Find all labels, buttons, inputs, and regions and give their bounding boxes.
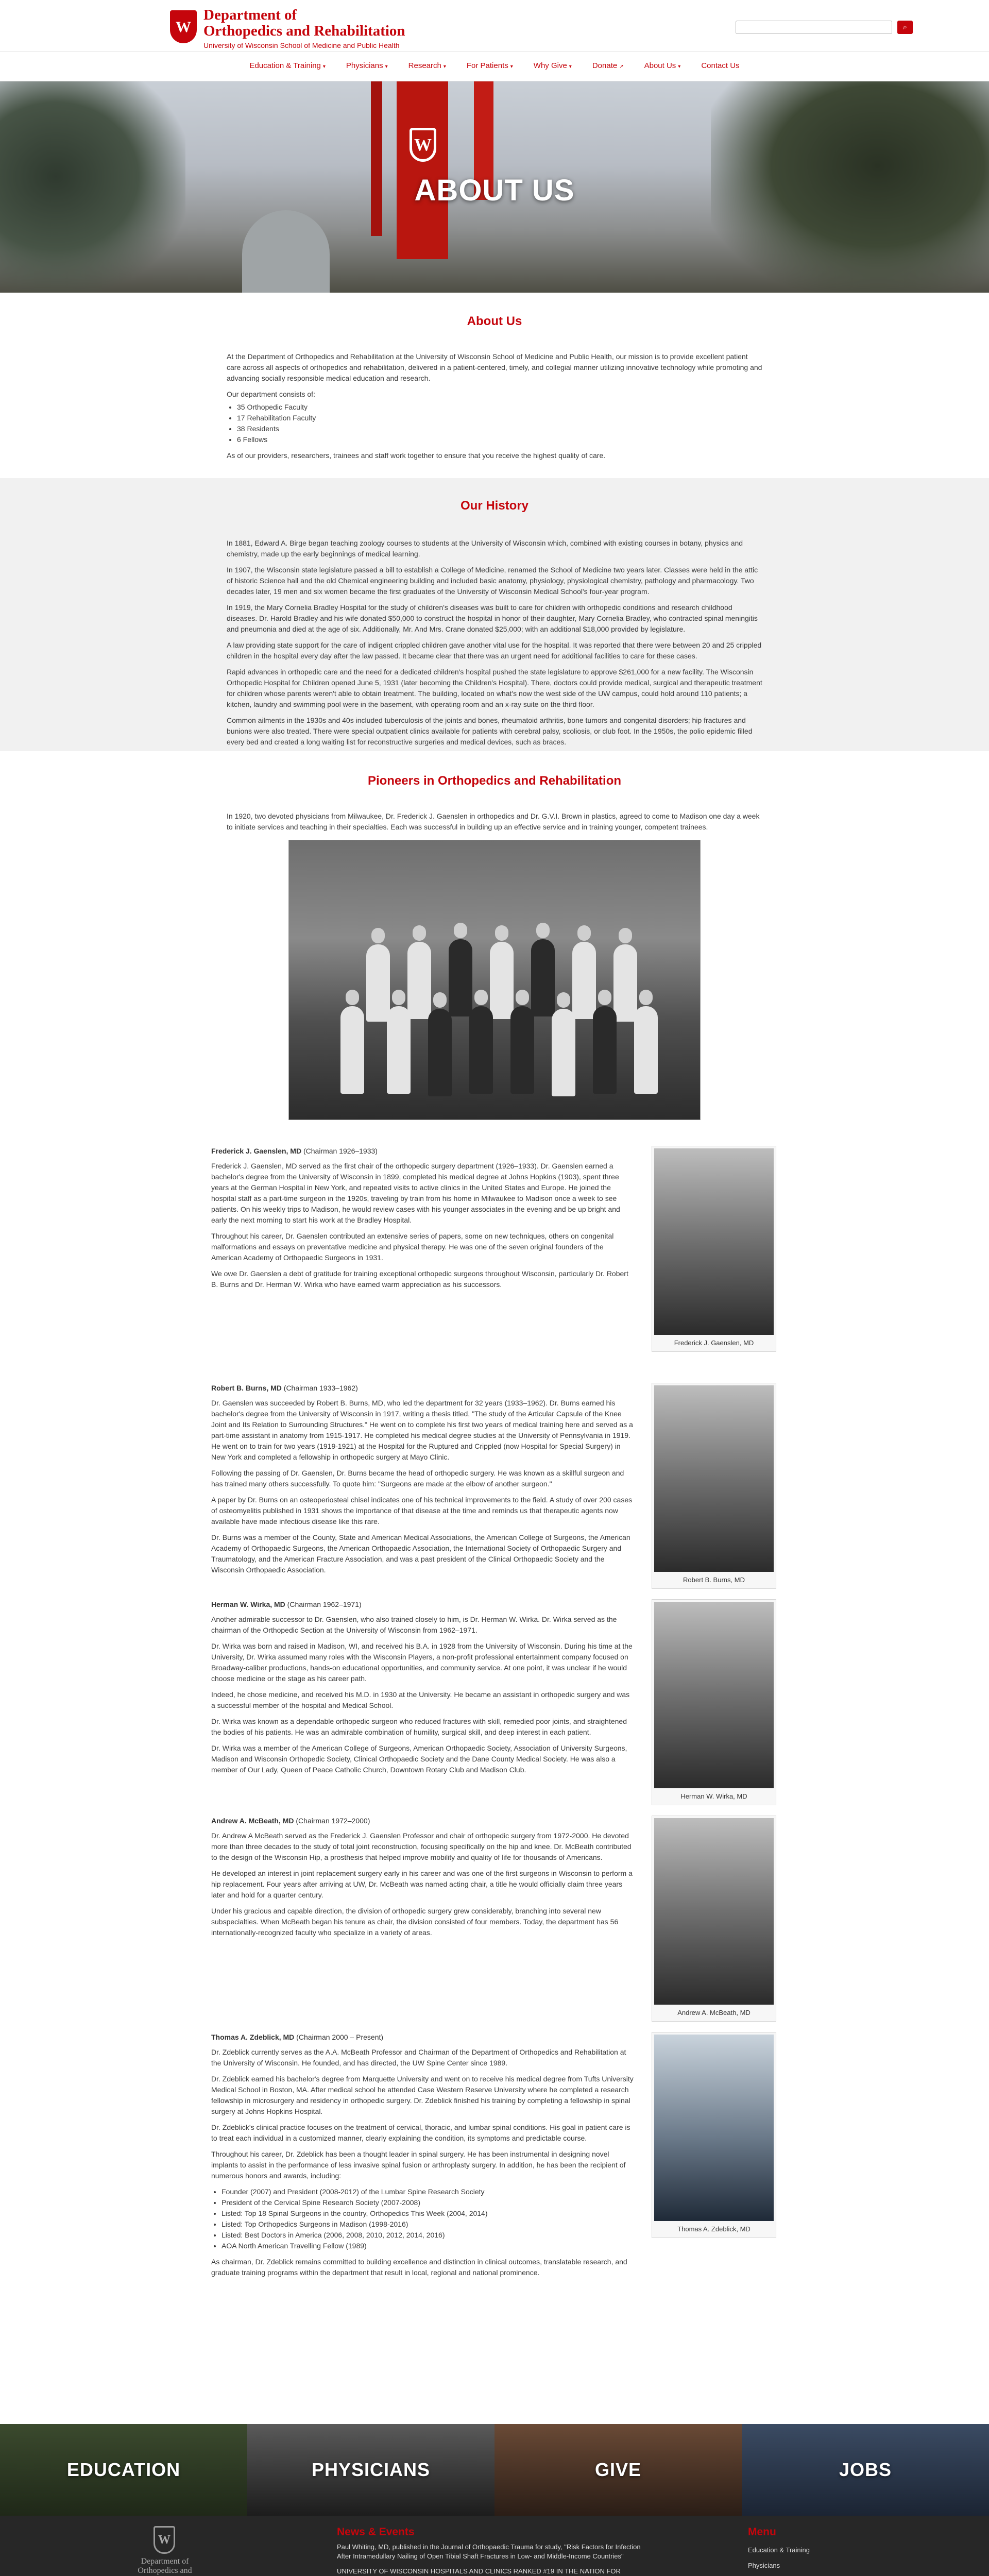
honor-item: • Listed: Best Doctors in America (2006, 2008, 2010, 2012, 2014, 2016) — [221, 2230, 634, 2241]
chairman-paragraph: Dr. Zdeblick currently serves as the A.A. McBeath Professor and Chairman of the Department of Orthopedics and Rehabilitation at the University of Wisconsin. He founded, and has directed, the UW Spine Center since 1989. — [211, 2048, 626, 2067]
footer-menu — [748, 2543, 860, 2576]
chairman-paragraph: Dr. Andrew A McBeath served as the Frederick J. Gaenslen Professor and chair of orthopedic surgery from 1972-2000. He devoted more than three decades to the study of total joint reconstruction, focusing specifically on the hip and knee. Dr. McBeath contributed to the design of the Wisconsin Hip, a prosthesis that helped improve mobility and quality of life for thousands of Americans. — [211, 1832, 632, 1861]
portrait-photo — [654, 1602, 774, 1788]
chevron-down-icon: ▾ — [678, 64, 681, 70]
nav-item-education-training[interactable] — [249, 60, 325, 72]
photo-person — [613, 944, 637, 1022]
chairman-name-bold: Andrew A. McBeath, MD — [211, 1817, 294, 1825]
tile-jobs[interactable]: JOBS — [742, 2424, 989, 2516]
nav-item-label: Contact Us — [701, 61, 740, 71]
chairman-name — [211, 1383, 634, 1394]
chevron-down-icon: ▾ — [569, 64, 572, 70]
chairman-paragraph: A paper by Dr. Burns on an osteoperiosteal chisel indicates one of his technical improvements to the field. A study of over 200 cases of osteomyelitis published in 1931 shows the importance of that disease at the time and reminds us that therapeutic agents now available have made infectious disease like this rare. — [211, 1496, 633, 1526]
chairman-paragraph: Frederick J. Gaenslen, MD served as the first chair of the orthopedic surgery department (1926–1933). Dr. Gaenslen earned a bachelor's degree from the University of Wisconsin in 1899, completed his medical degree at Johns Hopkins (1903), spent three years at the German Hospital in New York, and repeated visits to active clinics in the United States and Europe. He joined the hospital staff as a part-time surgeon in the 1920s, traveling by train from his home in Milwaukee to Madison once a week to see patients. On his weekly trips to Madison, he would review cases with his younger associates in the evening and be up bright and early the next morning to start his work at the Bradley Hospital. — [211, 1162, 620, 1224]
photo-person-head — [346, 990, 359, 1005]
nav-item-label: Physicians — [346, 61, 383, 71]
photo-person-head — [433, 992, 447, 1008]
chairman-term: (Chairman 2000 – Present) — [294, 2033, 384, 2041]
photo-person-head — [454, 923, 467, 938]
portrait-photo — [654, 2035, 774, 2221]
news-item[interactable]: Paul Whiting, MD, published in the Journal of Orthopaedic Trauma for study, "Risk Factors for Infection After Intramedullary Nailing of Open Tibial Shaft Fractures in Low- and Middle-Income Countries" — [337, 2543, 641, 2560]
portrait-photo — [654, 1818, 774, 2005]
chairman-name-bold: Frederick J. Gaenslen, MD — [211, 1147, 302, 1155]
chairman-block — [211, 1383, 778, 1599]
site-header — [0, 0, 989, 52]
chairman-paragraph: Indeed, he chose medicine, and received his M.D. in 1930 at the University. He became an assistant in orthopedic surgery and was a successful member of the hospital and Medical School. — [211, 1690, 630, 1709]
nav-item-why-give[interactable] — [534, 60, 572, 72]
news-item[interactable]: UNIVERSITY OF WISCONSIN HOSPITALS AND CLINICS RANKED #19 IN THE NATION FOR — [337, 2567, 621, 2575]
about-intro: At the Department of Orthopedics and Rehabilitation at the University of Wisconsin School of Medicine and Public Health, our mission is to provide excellent patient care across all aspects of orthopedics and rehabilitation, delivered in a patient-centered, timely, and collegial manner utilizing innovative technology while promoting and advancing socially responsible medical education and research. — [227, 352, 762, 382]
nav-item-research[interactable] — [408, 60, 446, 72]
chairman-block — [211, 1816, 778, 2032]
nav-item-contact-us[interactable] — [701, 60, 739, 72]
photo-person-head — [516, 990, 529, 1005]
chairman-paragraph: Throughout his career, Dr. Zdeblick has been a thought leader in spinal surgery. He has been instrumental in designing novel implants to assist in the performance of less invasive spinal fusion or arthroplasty surgery. In addition, he has been the recipient of numerous honors and awards, including: — [211, 2150, 626, 2180]
portrait-caption: Thomas A. Zdeblick, MD — [677, 2225, 751, 2233]
footer-menu-item[interactable]: Education & Training — [748, 2546, 810, 2554]
about-section — [0, 293, 989, 478]
tile-physicians[interactable]: PHYSICIANS — [247, 2424, 494, 2516]
photo-person — [490, 942, 514, 1019]
chairman-bio — [211, 2032, 634, 2283]
chairman-paragraph: Dr. Zdeblick earned his bachelor's degree from Marquette University and went on to receive his medical degree from Tufts University Medical School in Boston, MA. After medical school he attended Case Western Reserve University where he completed a research fellowship in microsurgery and residency in orthopedic surgery. Dr. Zdeblick finished his training by completing a fellowship in spinal surgery at Johns Hopkins Hospital. — [211, 2075, 634, 2115]
footer-dept-line1: Department of — [141, 2557, 189, 2566]
about-heading: About Us — [467, 314, 522, 328]
photo-person — [366, 944, 390, 1022]
history-paragraph: A law providing state support for the care of indigent crippled children gave another vital use for the hospital. It was reported that there were between 20 and 25 crippled children in the hospital every day after the law passed. It became clear that there was an urgent need for additional facilities to care for these cases. — [227, 641, 762, 660]
history-paragraph: Common ailments in the 1930s and 40s included tuberculosis of the joints and bones, rheumatoid arthritis, bone tumors and congenital disorders; hip fractures and bunions were also treated. There were special outpatient clinics available for patients with cerebral palsy, scoliosis, or club foot. In the 1950s, the polio epidemic filled every bed and created a long waiting list for reconstructive surgeries and medical devices, such as braces. — [227, 716, 753, 746]
promo-tiles — [0, 2424, 989, 2516]
about-list — [227, 402, 762, 445]
chairmen-list — [211, 1146, 778, 2320]
footer-dept-line2: Orthopedics and — [138, 2566, 192, 2575]
nav-item-label: Education & Training — [249, 61, 321, 71]
photo-person-head — [557, 992, 570, 1008]
history-paragraph: In 1907, the Wisconsin state legislature passed a bill to establish a College of Medicine, renamed the School of Medicine two years later. Classes were held in the attic of historic Science hall and the old Chemical engineering building and included basic anatomy, physiology, physiological chemistry, pathology and pharmacology. Two decades later, 19 men and six women became the first graduates of the University of Wisconsin Medical School's four-year program. — [227, 566, 758, 596]
history-paragraph: In 1919, the Mary Cornelia Bradley Hospital for the study of children's diseases was built to care for children with orthopedic conditions and research childhood diseases. Dr. Harold Bradley and his wife donated $50,000 to construct the hospital in honor of their daughter, Mary Cornelia Bradley, who contracted spinal meningitis and pneumonia and died at the age of six. Additionally, Mr. And Mrs. Crane donated $25,000; with an additional $18,000 provided by legislature. — [227, 603, 758, 633]
photo-person — [407, 942, 431, 1019]
chairman-bio — [211, 1816, 634, 1943]
photo-person — [552, 1009, 575, 1096]
about-consists: Our department consists of: — [227, 390, 315, 398]
photo-person-head — [619, 928, 632, 943]
chairman-portrait — [652, 1599, 776, 1805]
department-logo-title[interactable] — [203, 7, 405, 39]
honor-item: • Founder (2007) and President (2008-2012) of the Lumbar Spine Research Society — [221, 2187, 634, 2197]
search-input[interactable] — [736, 21, 892, 34]
nav-item-label: Why Give — [533, 61, 567, 71]
photo-person-head — [639, 990, 653, 1005]
nav-item-label: Donate — [592, 61, 618, 71]
honor-item: • Listed: Top Orthopedics Surgeons in Madison (1998-2016) — [221, 2219, 634, 2230]
chairman-closing: As chairman, Dr. Zdeblick remains committed to building excellence and distinction in clinical outcomes, translatable research, and graduate training programs within the department that result in local, regional and national prominence. — [211, 2258, 627, 2277]
search-button[interactable] — [897, 21, 913, 34]
chairman-name-bold: Herman W. Wirka, MD — [211, 1600, 285, 1608]
chairman-paragraph: Another admirable successor to Dr. Gaenslen, who also trained closely to him, is Dr. Herman W. Wirka. Dr. Wirka served as the chairman of the Orthopedic Section at the University of Wisconsin from 1962–1971. — [211, 1615, 617, 1634]
chairman-portrait — [652, 2032, 776, 2238]
chairman-term: (Chairman 1926–1933) — [301, 1147, 378, 1155]
history-paragraph: Rapid advances in orthopedic care and the need for a dedicated children's hospital pushed the state legislature to approve $261,000 for a new facility. The Wisconsin Orthopedic Hospital for Children opened June 5, 1931 (later becoming the Children's Hospital). There, doctors could provide medical, surgical and therapeutic treatment for children whose parents weren't able to obtain treatment. The building, located on what's now the west side of the UW campus, could hold around 110 patients; a kitchen, laundry and swimming pool were in the basement, with operating room and an x-ray suite on the third floor. — [227, 668, 762, 708]
pioneers-heading: Pioneers in Orthopedics and Rehabilitation — [367, 774, 622, 788]
search-icon: ⌕ — [902, 22, 908, 31]
chevron-down-icon: ▾ — [385, 64, 388, 70]
chairman-term: (Chairman 1933–1962) — [281, 1384, 358, 1392]
chairman-paragraph: We owe Dr. Gaenslen a debt of gratitude for training exceptional orthopedic surgeons throughout Wisconsin, particularly Dr. Robert B. Burns and Dr. Herman W. Wirka who have earned warm appreciation as his successors. — [211, 1269, 628, 1289]
photo-person-head — [495, 925, 508, 941]
history-paragraph: In 1881, Edward A. Birge began teaching zoology courses to students at the University of Wisconsin which, combined with existing courses in botany, physics and chemistry, made up the early beginnings of medical learning. — [227, 539, 743, 558]
chevron-down-icon: ▾ — [510, 64, 513, 70]
honor-item: • President of the Cervical Spine Research Society (2007-2008) — [221, 2197, 634, 2208]
photo-person — [634, 1006, 658, 1094]
chairman-portrait — [652, 1146, 776, 1352]
pioneers-intro: In 1920, two devoted physicians from Milwaukee, Dr. Frederick J. Gaenslen in orthopedics and Dr. G.V.I. Brown in plastics, agreed to come to Madison one day a week to initiate services and teaching in their specialties. Each was successful in building up an effective service and in training younger, competent trainees. — [227, 812, 760, 831]
footer-dept-name — [124, 2557, 206, 2576]
chairman-name — [211, 1816, 634, 1826]
photo-person — [572, 942, 596, 1019]
chairman-paragraph: Following the passing of Dr. Gaenslen, Dr. Burns became the head of orthopedic surgery. He was known as a skillful surgeon and has trained many others successfully. To quote him: "Surgeons are made at the elbow of another surgeon." — [211, 1469, 624, 1488]
chairman-paragraph: Dr. Wirka was born and raised in Madison, WI, and received his B.A. in 1928 from the University of Wisconsin. During his time at the University, Dr. Wirka assumed many roles with the Wisconsin Players, a non-profit professional entertainment company focused on Broadway-caliber productions, hands-on educational opportunities, and community service. At one point, it was unclear if he would choose medicine or the stage as his career path. — [211, 1642, 633, 1683]
news-list — [337, 2543, 646, 2576]
photo-person — [449, 939, 472, 1016]
about-list-item: • 6 Fellows — [237, 434, 762, 445]
chairman-term: (Chairman 1972–2000) — [294, 1817, 370, 1825]
photo-person — [428, 1009, 452, 1096]
chairman-term: (Chairman 1962–1971) — [285, 1600, 362, 1608]
nav-item-label: About Us — [644, 61, 676, 71]
external-link-icon: ↗ — [619, 64, 624, 70]
pioneers-section — [0, 751, 989, 2320]
chairman-paragraph: Under his gracious and capable direction, the division of orthopedic surgery grew considerably, branching into several new subspecialties. When McBeath began his tenure as chair, the division consisted of four members. Today, the department has 56 internationally-recognized faculty who specialize in a variety of areas. — [211, 1907, 619, 1937]
nav-item-label: For Patients — [466, 61, 508, 71]
hero-title: ABOUT US — [414, 174, 575, 207]
chairman-paragraph: Throughout his career, Dr. Gaenslen contributed an extensive series of papers, some on new techniques, others on congenital malformations and essays on preventative medicine and physical therapy. He was one of the seven original founders of the American Academy of Orthopaedic Surgeons in 1931. — [211, 1232, 614, 1262]
honor-item: • AOA North American Travelling Fellow (1989) — [221, 2241, 634, 2251]
photo-person — [531, 939, 555, 1016]
nav-item-label: Research — [408, 61, 441, 71]
photo-person — [340, 1006, 364, 1094]
banner-w-logo: W — [410, 128, 436, 162]
photo-person-head — [598, 990, 611, 1005]
nav-item-physicians[interactable] — [346, 60, 388, 72]
chairman-paragraph: Dr. Wirka was known as a dependable orthopedic surgeon who reduced fractures with skill, remedied poor joints, and straightened the bodies of his patients. He was an admirable combination of humility, surgical skill, and deep interest in each patient. — [211, 1717, 627, 1736]
hero-banner — [0, 81, 989, 293]
chairman-bio — [211, 1383, 634, 1581]
about-list-item: • 17 Rehabilitation Faculty — [237, 413, 762, 423]
photo-person-head — [577, 925, 591, 941]
honor-item: • Listed: Top 18 Spinal Surgeons in the country, Orthopedics This Week (2004, 2014) — [221, 2208, 634, 2219]
history-body — [227, 538, 762, 748]
chevron-down-icon: ▾ — [322, 64, 326, 70]
chairman-paragraph: Dr. Wirka was a member of the American College of Surgeons, American Orthopaedic Society, Association of University Surgeons, Madison and Wisconsin Orthopedic Society, Clinical Orthopaedic Society and the Dane County Medical Society. He was also a member of Our Lady, Queen of Peace Catholic Church, Downtown Rotary Club and Madison Club. — [211, 1744, 627, 1774]
nav-item-about-us[interactable] — [644, 60, 681, 72]
about-list-item: • 38 Residents — [237, 423, 762, 434]
about-closing: As of our providers, researchers, trainees and staff work together to ensure that you receive the highest quality of care. — [227, 451, 606, 460]
footer-menu-item[interactable]: Physicians — [748, 2561, 780, 2569]
nav-item-for-patients[interactable] — [467, 60, 513, 72]
portrait-caption: Andrew A. McBeath, MD — [677, 2009, 751, 2016]
footer-menu-item[interactable] — [748, 2573, 860, 2576]
chairman-paragraph: Dr. Zdeblick's clinical practice focuses on the treatment of cervical, thoracic, and lumbar spinal conditions. His goal in patient care is to treat each individual in a customized manner, clearly explaining the condition, its symptoms and predictable course. — [211, 2123, 630, 2142]
historical-group-photo — [288, 840, 701, 1120]
portrait-caption: Frederick J. Gaenslen, MD — [674, 1339, 754, 1347]
chairman-paragraph: Dr. Gaenslen was succeeded by Robert B. Burns, MD, who led the department for 32 years (1933–1962). Dr. Burns earned his bachelor's degree from the University of Wisconsin in 1917, writing a thesis titled, "The study of the Articular Capsule of the Knee Joint and Its Relation to Surrounding Structures." He went on to complete his first two years of medical training here and served as a part-time assistant in anatomy from 1915-1917. He completed his medical degree studies at the University of Pennsylvania in 1919. He went on to train for two years (1919-1921) at the Hospital for the Ruptured and Crippled (now Hospital for Special Surgery) in New York and completed a fellowship in orthopedic surgery at Mayo Clinic. — [211, 1399, 633, 1461]
history-heading: Our History — [460, 499, 529, 513]
university-name: University of Wisconsin School of Medicine and Public Health — [203, 41, 400, 49]
portrait-photo — [654, 1148, 774, 1335]
history-section — [0, 478, 989, 751]
news-heading: News & Events — [337, 2526, 415, 2538]
portrait-caption: Robert B. Burns, MD — [683, 1576, 745, 1584]
photo-person — [510, 1006, 534, 1094]
photo-person — [469, 1006, 493, 1094]
photo-person-head — [536, 923, 550, 938]
tile-education[interactable]: EDUCATION — [0, 2424, 247, 2516]
photo-person — [593, 1006, 617, 1094]
chairman-paragraph: Dr. Burns was a member of the County, State and American Medical Associations, the American College of Surgeons, the American Academy of Orthopaedic Surgeons, the American Orthopaedic Association, the International Society of Orthopaedic Surgery and Traumatology, and the American Fracture Association, and was a past president of the Clinical Orthopaedic Society and the Wisconsin Orthopaedic Association. — [211, 1533, 630, 1574]
photo-person-head — [474, 990, 488, 1005]
uw-crest-logo[interactable]: W — [170, 10, 197, 43]
main-nav — [0, 52, 989, 81]
hero-capitol-dome — [242, 210, 330, 293]
tile-give[interactable]: GIVE — [494, 2424, 742, 2516]
site-footer — [0, 2516, 989, 2576]
chairman-block — [211, 1599, 778, 1816]
chairman-name — [211, 2032, 634, 2043]
chairman-paragraph: He developed an interest in joint replacement surgery early in his career and was one of the first surgeons in Wisconsin to perform a hip replacement. Four years after arriving at UW, Dr. McBeath was named acting chair, a title he would officially claim three years later and hold for a quarter century. — [211, 1869, 633, 1899]
portrait-caption: Herman W. Wirka, MD — [680, 1792, 747, 1800]
chairman-bio — [211, 1599, 634, 1781]
chairman-portrait — [652, 1383, 776, 1589]
chairman-name — [211, 1146, 634, 1157]
chairman-name-bold: Thomas A. Zdeblick, MD — [211, 2033, 295, 2041]
photo-person-head — [371, 928, 385, 943]
chevron-down-icon: ▾ — [443, 64, 446, 70]
honors-list — [211, 2187, 634, 2251]
menu-heading: Menu — [748, 2526, 776, 2538]
portrait-photo — [654, 1385, 774, 1572]
hero-flag-left — [371, 81, 382, 236]
nav-item-donate[interactable] — [592, 60, 624, 72]
chairman-block — [211, 1146, 778, 1383]
chairman-portrait — [652, 1816, 776, 2022]
chairman-block — [211, 2032, 778, 2320]
photo-person — [387, 1006, 411, 1094]
dept-line2: Orthopedics and Rehabilitation — [203, 23, 405, 39]
chairman-name-bold: Robert B. Burns, MD — [211, 1384, 282, 1392]
dept-line1: Department of — [203, 7, 297, 23]
photo-person-head — [392, 990, 405, 1005]
about-list-item: • 35 Orthopedic Faculty — [237, 402, 762, 413]
chairman-name — [211, 1599, 634, 1610]
photo-person-head — [413, 925, 426, 941]
chairman-bio — [211, 1146, 634, 1295]
footer-crest-logo[interactable]: W — [154, 2526, 175, 2554]
